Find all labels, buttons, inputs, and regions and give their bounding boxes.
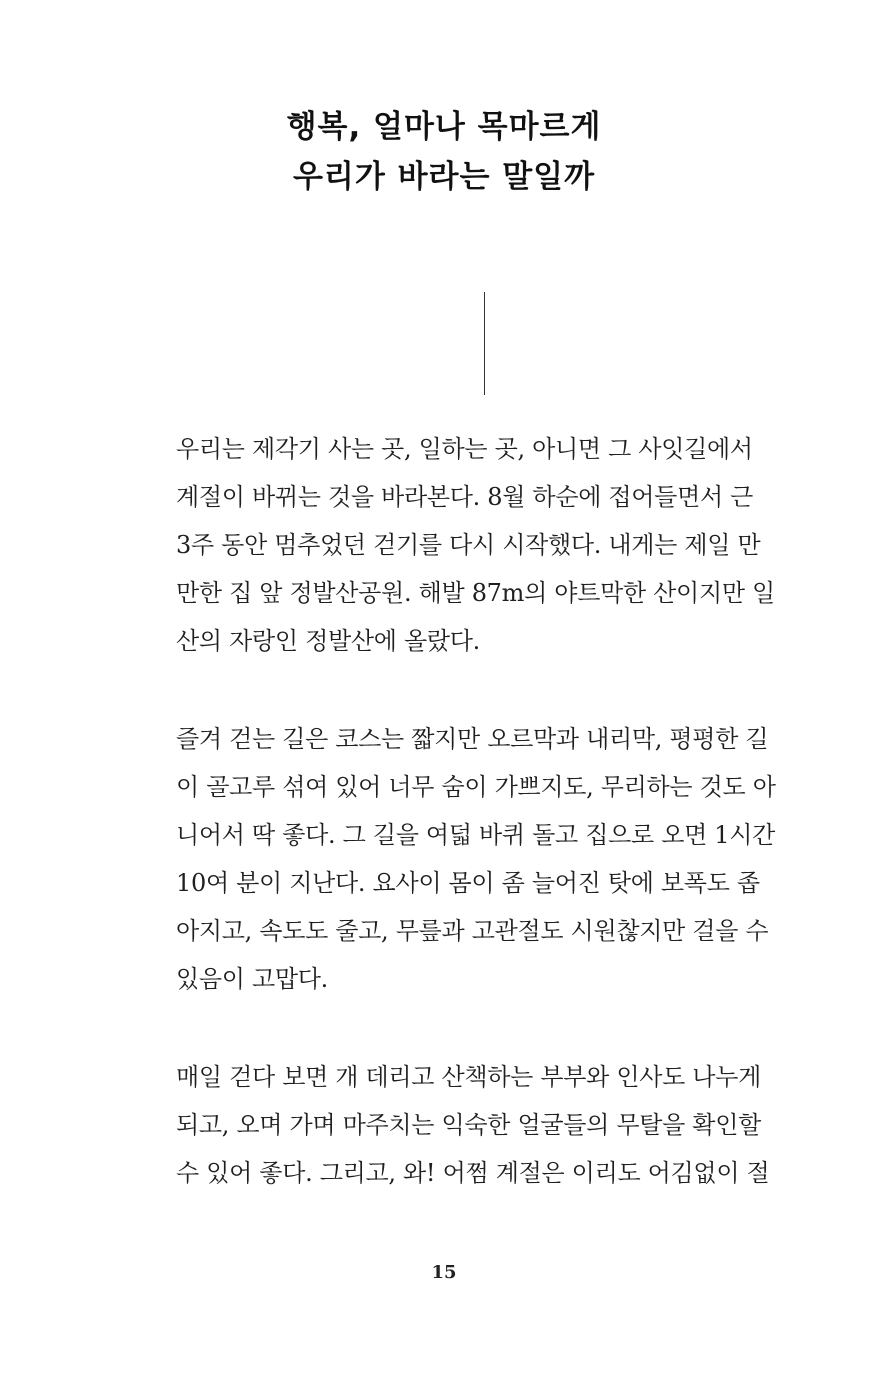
- text-line: 이 골고루 섞여 있어 너무 숨이 가쁘지도, 무리하는 것도 아: [176, 773, 776, 801]
- text-line: 되고, 오며 가며 마주치는 익숙한 얼굴들의 무탈을 확인할: [176, 1111, 761, 1139]
- text-line: 수 있어 좋다. 그리고, 와! 어쩜 계절은 이리도 어김없이 절: [176, 1159, 770, 1187]
- text-line: 매일 걷다 보면 개 데리고 산책하는 부부와 인사도 나누게: [176, 1063, 761, 1091]
- text-line: 즐겨 걷는 길은 코스는 짧지만 오르막과 내리막, 평평한 길: [176, 725, 769, 753]
- text-line: 3주 동안 멈추었던 걷기를 다시 시작했다. 내게는 제일 만: [176, 531, 761, 559]
- body-text: [176, 425, 796, 1247]
- text-line: 만한 집 앞 정발산공원. 해발 87m의 야트막한 산이지만 일: [176, 579, 775, 607]
- text-line: 10여 분이 지난다. 요사이 몸이 좀 늘어진 탓에 보폭도 좁: [176, 869, 760, 897]
- page-number: 15: [431, 1262, 457, 1283]
- vertical-divider: [484, 292, 485, 395]
- paragraph-2: [176, 715, 796, 1003]
- text-line: 우리는 제각기 사는 곳, 일하는 곳, 아니면 그 사잇길에서: [176, 435, 753, 463]
- text-line: 아지고, 속도도 줄고, 무릎과 고관절도 시원찮지만 걸을 수: [176, 917, 769, 945]
- text-line: 있음이 고맙다.: [176, 965, 328, 993]
- paragraph-1: [176, 425, 796, 665]
- text-line: 계절이 바뀌는 것을 바라본다. 8월 하순에 접어들면서 근: [176, 483, 754, 511]
- paragraph-3: [176, 1053, 796, 1197]
- text-line: 산의 자랑인 정발산에 올랐다.: [176, 627, 480, 655]
- chapter-title-line-2: 우리가 바라는 말일까: [292, 159, 596, 195]
- text-line: 니어서 딱 좋다. 그 길을 여덟 바퀴 돌고 집으로 오면 1시간: [176, 821, 776, 849]
- chapter-title: [0, 102, 888, 202]
- chapter-title-line-1: 행복, 얼마나 목마르게: [286, 109, 602, 145]
